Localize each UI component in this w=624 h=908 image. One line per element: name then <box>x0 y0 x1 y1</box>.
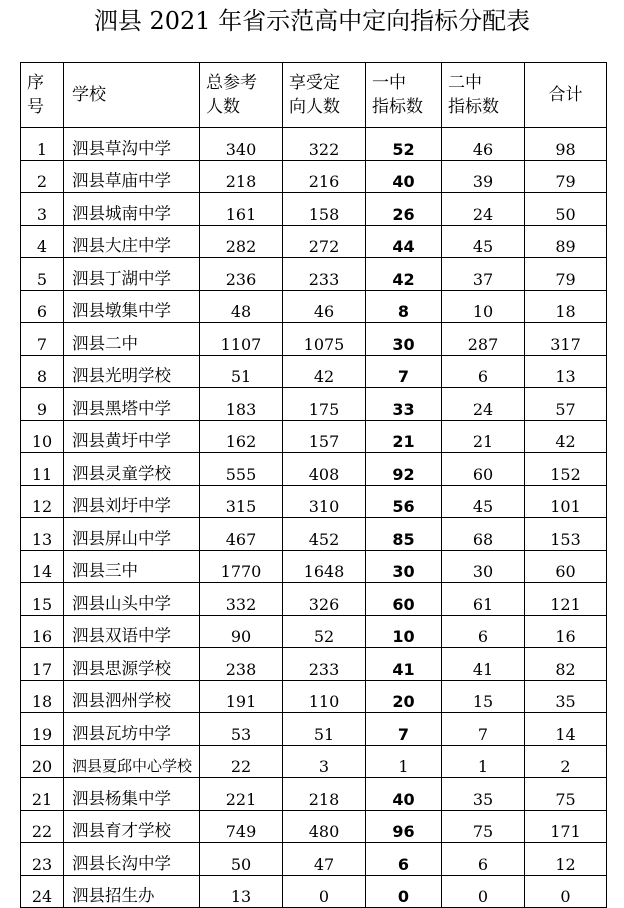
header-eligible: 享受定 向人数 <box>283 63 366 128</box>
table-row <box>21 420 607 453</box>
cell-seq: 17 <box>21 648 64 681</box>
page-title: 泗县 2021 年省示范高中定向指标分配表 <box>93 7 531 35</box>
cell-school1-quota: 21 <box>366 420 442 453</box>
cell-seq: 7 <box>21 323 64 356</box>
table-row <box>21 843 607 876</box>
cell-applicants: 161 <box>200 193 283 226</box>
cell-total: 13 <box>525 355 607 388</box>
cell-seq: 16 <box>21 615 64 648</box>
cell-total: 79 <box>525 160 607 193</box>
cell-applicants: 340 <box>200 128 283 161</box>
header-school1-quota: 一中 指标数 <box>366 63 442 128</box>
cell-seq: 10 <box>21 420 64 453</box>
cell-seq: 13 <box>21 518 64 551</box>
header-total: 合计 <box>525 63 607 128</box>
cell-eligible: 480 <box>283 810 366 843</box>
cell-school1-quota: 85 <box>366 518 442 551</box>
cell-applicants: 749 <box>200 810 283 843</box>
cell-seq: 12 <box>21 485 64 518</box>
cell-school1-quota: 42 <box>366 258 442 291</box>
table-row <box>21 323 607 356</box>
cell-school1-quota: 0 <box>366 875 442 908</box>
cell-applicants: 50 <box>200 843 283 876</box>
cell-school2-quota: 6 <box>442 355 525 388</box>
cell-school: 泗县长沟中学 <box>64 843 200 876</box>
cell-school: 泗县夏邱中心学校 <box>64 745 200 778</box>
cell-school: 泗县屏山中学 <box>64 518 200 551</box>
cell-school: 泗县草沟中学 <box>64 128 200 161</box>
cell-total: 153 <box>525 518 607 551</box>
cell-total: 101 <box>525 485 607 518</box>
cell-school1-quota: 40 <box>366 160 442 193</box>
cell-seq: 19 <box>21 713 64 746</box>
cell-eligible: 408 <box>283 453 366 486</box>
cell-school2-quota: 24 <box>442 193 525 226</box>
cell-seq: 15 <box>21 583 64 616</box>
table-row <box>21 550 607 583</box>
table-row <box>21 128 607 161</box>
cell-school2-quota: 287 <box>442 323 525 356</box>
cell-applicants: 13 <box>200 875 283 908</box>
cell-school: 泗县黄圩中学 <box>64 420 200 453</box>
cell-school1-quota: 26 <box>366 193 442 226</box>
cell-total: 2 <box>525 745 607 778</box>
cell-total: 121 <box>525 583 607 616</box>
cell-school1-quota: 1 <box>366 745 442 778</box>
table-row <box>21 810 607 843</box>
cell-total: 79 <box>525 258 607 291</box>
cell-school: 泗县刘圩中学 <box>64 485 200 518</box>
cell-eligible: 452 <box>283 518 366 551</box>
cell-applicants: 90 <box>200 615 283 648</box>
cell-eligible: 0 <box>283 875 366 908</box>
cell-seq: 21 <box>21 778 64 811</box>
cell-eligible: 158 <box>283 193 366 226</box>
cell-total: 89 <box>525 225 607 258</box>
table-row <box>21 778 607 811</box>
cell-school: 泗县墩集中学 <box>64 290 200 323</box>
cell-total: 16 <box>525 615 607 648</box>
header-total-applicants: 总参考 人数 <box>200 63 283 128</box>
cell-total: 14 <box>525 713 607 746</box>
cell-eligible: 233 <box>283 648 366 681</box>
cell-seq: 24 <box>21 875 64 908</box>
cell-school2-quota: 39 <box>442 160 525 193</box>
cell-seq: 14 <box>21 550 64 583</box>
table-row <box>21 875 607 908</box>
cell-seq: 2 <box>21 160 64 193</box>
table-row <box>21 680 607 713</box>
table-row <box>21 258 607 291</box>
table-row <box>21 518 607 551</box>
cell-eligible: 42 <box>283 355 366 388</box>
cell-applicants: 51 <box>200 355 283 388</box>
cell-eligible: 310 <box>283 485 366 518</box>
cell-school: 泗县双语中学 <box>64 615 200 648</box>
table-row <box>21 193 607 226</box>
cell-school2-quota: 6 <box>442 615 525 648</box>
cell-school2-quota: 45 <box>442 225 525 258</box>
cell-school2-quota: 6 <box>442 843 525 876</box>
cell-school2-quota: 41 <box>442 648 525 681</box>
cell-school: 泗县三中 <box>64 550 200 583</box>
cell-school1-quota: 40 <box>366 778 442 811</box>
cell-school1-quota: 6 <box>366 843 442 876</box>
cell-total: 42 <box>525 420 607 453</box>
table-row <box>21 290 607 323</box>
cell-eligible: 322 <box>283 128 366 161</box>
cell-applicants: 53 <box>200 713 283 746</box>
cell-school1-quota: 7 <box>366 713 442 746</box>
cell-eligible: 233 <box>283 258 366 291</box>
cell-school: 泗县杨集中学 <box>64 778 200 811</box>
cell-eligible: 175 <box>283 388 366 421</box>
cell-school1-quota: 52 <box>366 128 442 161</box>
cell-total: 18 <box>525 290 607 323</box>
cell-seq: 4 <box>21 225 64 258</box>
cell-eligible: 1075 <box>283 323 366 356</box>
cell-eligible: 3 <box>283 745 366 778</box>
cell-school1-quota: 60 <box>366 583 442 616</box>
cell-applicants: 22 <box>200 745 283 778</box>
cell-school: 泗县丁湖中学 <box>64 258 200 291</box>
header-seq: 序 号 <box>21 63 64 128</box>
cell-school2-quota: 21 <box>442 420 525 453</box>
cell-total: 171 <box>525 810 607 843</box>
cell-applicants: 183 <box>200 388 283 421</box>
cell-school1-quota: 7 <box>366 355 442 388</box>
cell-seq: 9 <box>21 388 64 421</box>
cell-applicants: 221 <box>200 778 283 811</box>
table-row <box>21 225 607 258</box>
header-school: 学校 <box>64 63 200 128</box>
cell-eligible: 47 <box>283 843 366 876</box>
cell-eligible: 272 <box>283 225 366 258</box>
cell-eligible: 157 <box>283 420 366 453</box>
cell-school1-quota: 10 <box>366 615 442 648</box>
table-row <box>21 355 607 388</box>
table-row <box>21 713 607 746</box>
cell-total: 0 <box>525 875 607 908</box>
cell-school2-quota: 30 <box>442 550 525 583</box>
cell-school1-quota: 33 <box>366 388 442 421</box>
table-row <box>21 745 607 778</box>
cell-school2-quota: 37 <box>442 258 525 291</box>
cell-applicants: 1770 <box>200 550 283 583</box>
cell-school1-quota: 96 <box>366 810 442 843</box>
cell-applicants: 218 <box>200 160 283 193</box>
cell-total: 35 <box>525 680 607 713</box>
cell-school1-quota: 8 <box>366 290 442 323</box>
cell-applicants: 191 <box>200 680 283 713</box>
cell-seq: 18 <box>21 680 64 713</box>
cell-eligible: 326 <box>283 583 366 616</box>
cell-school2-quota: 68 <box>442 518 525 551</box>
cell-applicants: 1107 <box>200 323 283 356</box>
cell-school: 泗县泗州学校 <box>64 680 200 713</box>
table-row <box>21 160 607 193</box>
table-row <box>21 388 607 421</box>
cell-applicants: 162 <box>200 420 283 453</box>
cell-total: 82 <box>525 648 607 681</box>
cell-school2-quota: 75 <box>442 810 525 843</box>
cell-seq: 8 <box>21 355 64 388</box>
cell-seq: 20 <box>21 745 64 778</box>
cell-school: 泗县二中 <box>64 323 200 356</box>
cell-school2-quota: 61 <box>442 583 525 616</box>
cell-school2-quota: 45 <box>442 485 525 518</box>
cell-school: 泗县思源学校 <box>64 648 200 681</box>
cell-eligible: 52 <box>283 615 366 648</box>
cell-school: 泗县瓦坊中学 <box>64 713 200 746</box>
cell-school2-quota: 10 <box>442 290 525 323</box>
cell-school: 泗县城南中学 <box>64 193 200 226</box>
table-row <box>21 648 607 681</box>
cell-school1-quota: 30 <box>366 323 442 356</box>
cell-school: 泗县招生办 <box>64 875 200 908</box>
header-school2-quota: 二中 指标数 <box>442 63 525 128</box>
cell-school1-quota: 30 <box>366 550 442 583</box>
cell-seq: 23 <box>21 843 64 876</box>
cell-applicants: 315 <box>200 485 283 518</box>
cell-total: 12 <box>525 843 607 876</box>
cell-school1-quota: 44 <box>366 225 442 258</box>
cell-school1-quota: 41 <box>366 648 442 681</box>
cell-seq: 11 <box>21 453 64 486</box>
cell-school: 泗县山头中学 <box>64 583 200 616</box>
cell-applicants: 332 <box>200 583 283 616</box>
cell-total: 50 <box>525 193 607 226</box>
cell-total: 57 <box>525 388 607 421</box>
cell-school2-quota: 15 <box>442 680 525 713</box>
quota-table <box>20 62 607 908</box>
cell-applicants: 48 <box>200 290 283 323</box>
table-row <box>21 453 607 486</box>
table-row <box>21 583 607 616</box>
cell-total: 60 <box>525 550 607 583</box>
cell-total: 152 <box>525 453 607 486</box>
cell-school1-quota: 56 <box>366 485 442 518</box>
cell-school2-quota: 35 <box>442 778 525 811</box>
cell-applicants: 555 <box>200 453 283 486</box>
cell-applicants: 282 <box>200 225 283 258</box>
cell-applicants: 238 <box>200 648 283 681</box>
cell-school: 泗县黑塔中学 <box>64 388 200 421</box>
cell-seq: 5 <box>21 258 64 291</box>
cell-seq: 22 <box>21 810 64 843</box>
cell-eligible: 51 <box>283 713 366 746</box>
cell-school2-quota: 60 <box>442 453 525 486</box>
cell-total: 75 <box>525 778 607 811</box>
table-header-row <box>21 63 607 128</box>
cell-school1-quota: 92 <box>366 453 442 486</box>
cell-school2-quota: 1 <box>442 745 525 778</box>
cell-school2-quota: 46 <box>442 128 525 161</box>
cell-school1-quota: 20 <box>366 680 442 713</box>
cell-eligible: 1648 <box>283 550 366 583</box>
table-row <box>21 615 607 648</box>
cell-school: 泗县大庄中学 <box>64 225 200 258</box>
table-row <box>21 485 607 518</box>
cell-school: 泗县育才学校 <box>64 810 200 843</box>
cell-applicants: 236 <box>200 258 283 291</box>
cell-total: 317 <box>525 323 607 356</box>
cell-eligible: 216 <box>283 160 366 193</box>
cell-school2-quota: 24 <box>442 388 525 421</box>
cell-school: 泗县光明学校 <box>64 355 200 388</box>
cell-school: 泗县灵童学校 <box>64 453 200 486</box>
cell-seq: 3 <box>21 193 64 226</box>
cell-school: 泗县草庙中学 <box>64 160 200 193</box>
cell-seq: 1 <box>21 128 64 161</box>
cell-eligible: 46 <box>283 290 366 323</box>
cell-school2-quota: 0 <box>442 875 525 908</box>
cell-total: 98 <box>525 128 607 161</box>
cell-school2-quota: 7 <box>442 713 525 746</box>
cell-seq: 6 <box>21 290 64 323</box>
cell-eligible: 218 <box>283 778 366 811</box>
cell-applicants: 467 <box>200 518 283 551</box>
cell-eligible: 110 <box>283 680 366 713</box>
